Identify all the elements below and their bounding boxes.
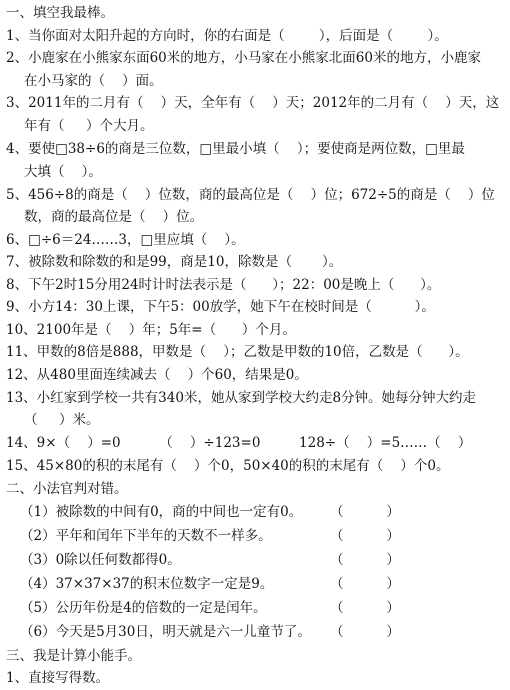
question-3-cont: 年有（ ）个大月。 xyxy=(24,118,154,134)
question-6: 6、□÷6＝24……3，□里应填（ ）。 xyxy=(6,232,245,248)
question-9: 9、小方14：30上课，下午5：00放学，她下午在校时间是（ ）。 xyxy=(6,299,435,315)
question-4: 4、要使□38÷6的商是三位数，□里最小填（ ）；要使商是两位数，□里最 xyxy=(6,141,465,157)
judge-1: （1）被除数的中间有0，商的中间也一定有0。 xyxy=(20,504,303,520)
question-5: 5、456÷8的商是（ ）位数，商的最高位是（ ）位；672÷5的商是（ ）位 xyxy=(6,187,495,203)
question-3: 3、2011年的二月有（ ）天，全年有（ ）天；2012年的二月有（ ）天，这 xyxy=(6,95,500,111)
section-1-title: 一、填空我最棒。 xyxy=(6,5,114,21)
question-10: 10、2100年是（ ）年；5年=（ ）个月。 xyxy=(6,322,296,338)
judge-1-bracket: （ ） xyxy=(330,504,400,520)
judge-5-bracket: （ ） xyxy=(330,600,400,616)
question-12: 12、从480里面连续减去（ ）个60，结果是0。 xyxy=(6,367,308,383)
question-8: 8、下午2时15分用24时计时法表示是（ ）；22：00是晚上（ ）。 xyxy=(6,277,441,293)
question-1: 1、当你面对太阳升起的方向时，你的右面是（ ），后面是（ ）。 xyxy=(6,28,448,44)
section-3-subtitle: 1、直接写得数。 xyxy=(6,670,110,686)
judge-2-bracket: （ ） xyxy=(330,528,400,544)
question-4-cont: 大填（ ）。 xyxy=(24,164,102,180)
question-11: 11、甲数的8倍是888，甲数是（ ）；乙数是甲数的10倍，乙数是（ ）。 xyxy=(6,344,469,360)
question-7: 7、被除数和除数的和是99，商是10，除数是（ ）。 xyxy=(6,254,343,270)
section-2-title: 二、小法官判对错。 xyxy=(6,481,128,497)
judge-5: （5）公历年份是4的倍数的一定是闰年。 xyxy=(20,600,267,616)
question-13: 13、小红家到学校一共有340米，她从家到学校大约走8分钟。她每分钟大约走 xyxy=(6,390,477,406)
judge-4: （4）37×37×37的积末位数字一定是9。 xyxy=(20,576,274,592)
judge-6-bracket: （ ） xyxy=(330,624,400,640)
judge-3-bracket: （ ） xyxy=(330,552,400,568)
judge-6: （6）今天是5月30日，明天就是六一儿童节了。 xyxy=(20,624,311,640)
question-2: 2、小鹿家在小熊家东面60米的地方，小马家在小熊家北面60米的地方，小鹿家 xyxy=(6,50,481,66)
question-14: 14、9×（ ）=0 （ ）÷123=0 128÷（ ）=5……（ ） xyxy=(6,435,472,451)
question-5-cont: 数，商的最高位是（ ）位。 xyxy=(24,209,204,225)
question-15: 15、45×80的积的末尾有（ ）个0，50×40的积的末尾有（ ）个0。 xyxy=(6,458,450,474)
judge-4-bracket: （ ） xyxy=(330,576,400,592)
judge-3: （3）0除以任何数都得0。 xyxy=(20,552,181,568)
question-13-cont: （ ）米。 xyxy=(24,412,100,428)
question-2-cont: 在小马家的（ ）面。 xyxy=(24,73,163,89)
judge-2: （2）平年和闰年下半年的天数不一样多。 xyxy=(20,528,272,544)
section-3-title: 三、我是计算小能手。 xyxy=(6,648,141,664)
